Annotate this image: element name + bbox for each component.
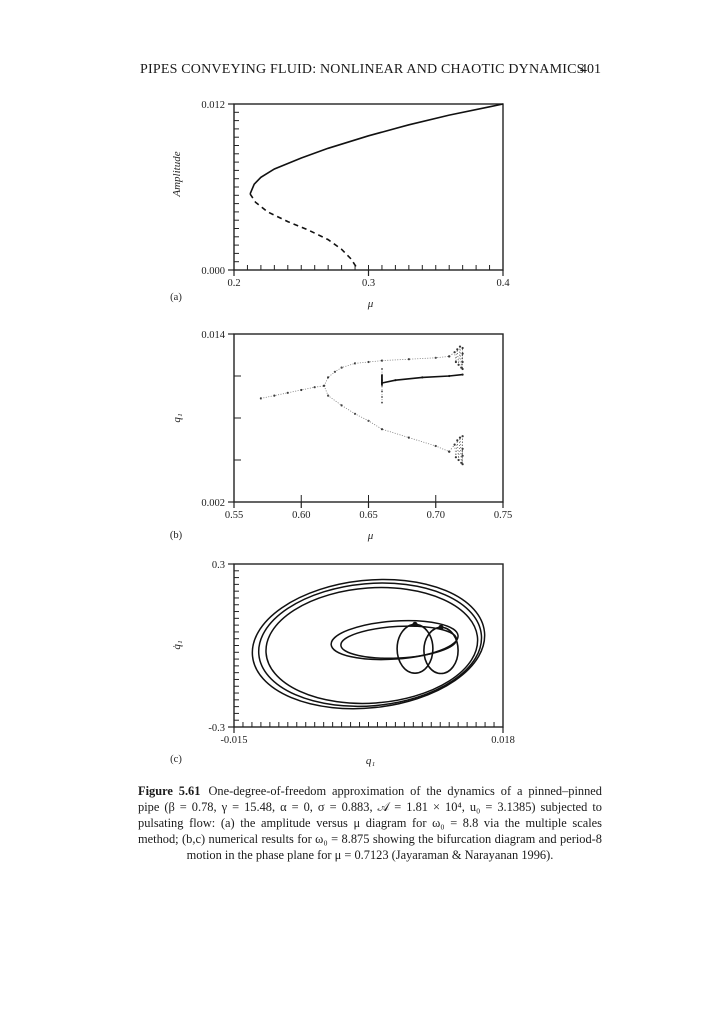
panel-b-y-tick-label: 0.014 xyxy=(201,330,225,341)
panel-b-x-tick-label: 0.60 xyxy=(292,510,311,521)
panel-a-y-axis-label: Amplitude xyxy=(171,151,183,197)
panel-a-y-tick-label: 0.012 xyxy=(201,100,225,111)
bifurcation-point xyxy=(462,347,464,349)
bifurcation-branch-line xyxy=(324,386,449,452)
bifurcation-point xyxy=(381,385,383,387)
panel-c-y-tick-label: -0.3 xyxy=(208,723,225,734)
panel-b-x-tick-label: 0.55 xyxy=(224,510,244,521)
panel-a-x-tick-label: 0.4 xyxy=(496,278,510,289)
panel-c-y-axis-label: q̇₁ xyxy=(171,640,183,650)
panel-c-x-axis-label: q₁ xyxy=(365,755,376,767)
panel-a-y-tick-label: 0.000 xyxy=(201,266,225,277)
panel-b-x-tick-label: 0.65 xyxy=(359,510,378,521)
panel-c-y-tick-label: 0.3 xyxy=(211,560,225,571)
stable-branch-line xyxy=(250,104,503,194)
panel-a-x-tick-label: 0.2 xyxy=(227,278,241,289)
panel-a-x-tick-label: 0.3 xyxy=(361,278,376,289)
panel-c-x-tick-label: -0.015 xyxy=(220,735,248,746)
bifurcation-point xyxy=(341,367,343,369)
panel-b-x-tick-label: 0.70 xyxy=(426,510,445,521)
panel-c-x-tick-label: 0.018 xyxy=(491,735,515,746)
poincare-point xyxy=(438,625,443,630)
poincare-point xyxy=(412,622,417,627)
panel-c-tag: (c) xyxy=(170,754,182,765)
panel-a-frame xyxy=(234,104,503,270)
phase-orbit xyxy=(330,617,460,664)
panel-b-y-tick-label: 0.002 xyxy=(201,498,225,509)
cascade-line xyxy=(449,347,462,369)
caption-label: Figure 5.61 xyxy=(138,784,201,798)
running-head: PIPES CONVEYING FLUID: NONLINEAR AND CHAOTIC DYNAMICS xyxy=(140,62,585,77)
unstable-branch-line xyxy=(250,194,356,267)
panel-b-y-axis-label: q₁ xyxy=(171,413,183,423)
bifurcation-point xyxy=(462,368,464,370)
panel-a-tag: (a) xyxy=(170,292,182,303)
panel-b-x-tick-label: 0.75 xyxy=(493,510,513,521)
panel-b-x-axis-label: μ xyxy=(367,530,374,542)
page-number: 401 xyxy=(580,62,601,77)
figure-caption xyxy=(138,783,602,863)
bifurcation-branch-line xyxy=(382,375,463,383)
caption-text: One-degree-of-freedom approximation of the dynamics of a pinned–pinned pipe (β = 0.78, γ = 15.48, α = 0, σ = 0.883, 𝒜 = 1.81 × 10⁴, u₀ = 3.1385) subjected to pulsating flow: (a) the amplitude versus μ diagram for ω₀ = 8.8 via the multiple scales method; (b,c) numerical results for ω₀ = 8.875 showing the bifurcation diagram and period-8 motion in the phase plane for μ = 0.7123 (Jayaraman & Narayanan 1996). xyxy=(138,784,602,862)
panel-a-x-axis-label: μ xyxy=(367,298,374,310)
panel-b-tag: (b) xyxy=(169,530,183,541)
cascade-line xyxy=(449,436,462,464)
